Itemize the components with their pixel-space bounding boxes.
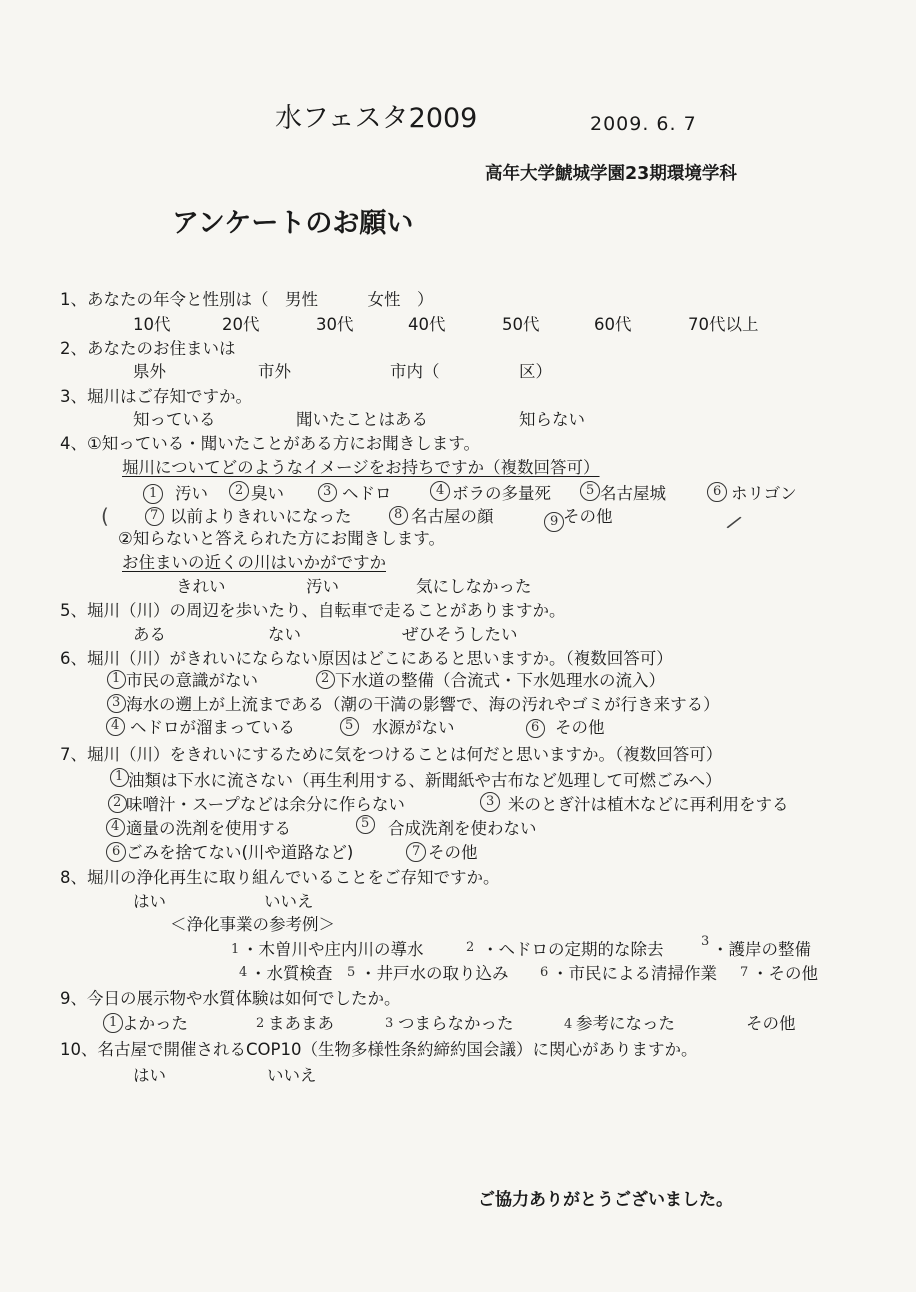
- q4-part2: ②知らないと答えられた方にお聞きします。: [118, 529, 445, 548]
- handwritten-number: 1: [112, 671, 121, 686]
- q8-example: ・その他: [752, 964, 818, 983]
- q6-option[interactable]: 水源がない: [372, 718, 455, 737]
- q6-option[interactable]: 下水道の整備（合流式・下水処理水の流入）: [335, 671, 665, 690]
- q7-option[interactable]: その他: [428, 843, 478, 862]
- handwritten-number: 1: [149, 486, 158, 501]
- q4-image-option[interactable]: 名古屋の顔: [411, 507, 494, 526]
- q3-option[interactable]: 聞いたことはある: [296, 410, 428, 429]
- handwritten-number: 2: [256, 1016, 265, 1031]
- organization-name: 高年大学鯱城学園23期環境学科: [485, 164, 737, 184]
- q4-image-option[interactable]: 以前よりきれいになった: [170, 507, 352, 526]
- q4-image-option[interactable]: ボラの多量死: [452, 484, 551, 503]
- handwritten-number: 3: [385, 1016, 394, 1031]
- q5-option[interactable]: ある: [133, 625, 166, 644]
- q8-text: 8、堀川の浄化再生に取り組んでいることをご存知ですか。: [60, 868, 500, 887]
- q8-example: ・ヘドロの定期的な除去: [482, 940, 664, 959]
- q6-text: 6、堀川（川）がきれいにならない原因はどこにあると思いますか。（複数回答可）: [60, 649, 673, 668]
- handwritten-number: 2: [235, 483, 244, 498]
- q2-option: 区）: [519, 362, 552, 381]
- q7-option[interactable]: ごみを捨てない(川や道路など): [126, 843, 354, 862]
- q6-option[interactable]: ヘドロが溜まっている: [130, 718, 295, 737]
- q8-example: ・木曽川や庄内川の導水: [242, 940, 424, 959]
- handwritten-number: 5: [361, 816, 370, 831]
- q4-sub2: お住まいの近くの川はいかがですか: [122, 553, 386, 572]
- handwritten-number: 4: [111, 819, 120, 834]
- q4-sub1: 堀川についてどのようなイメージをお持ちですか（複数回答可）: [122, 458, 600, 477]
- handwritten-number: 6: [112, 844, 121, 859]
- q2-option[interactable]: 県外: [133, 362, 166, 381]
- q7-option[interactable]: 適量の洗剤を使用する: [126, 819, 291, 838]
- q4-image-option[interactable]: ヘドロ: [342, 484, 392, 503]
- q10-text: 10、名古屋で開催されるCOP10（生物多様性条約締約国会議）に関心がありますか。: [60, 1040, 698, 1059]
- handwritten-number: 7: [150, 508, 159, 523]
- q6-option[interactable]: その他: [555, 718, 605, 737]
- q8-example: ・井戸水の取り込み: [360, 964, 509, 983]
- handwritten-number: 2: [466, 940, 475, 955]
- handwritten-mark: /: [724, 510, 745, 534]
- q9-option[interactable]: まあまあ: [268, 1014, 334, 1033]
- q1-option[interactable]: 10代: [133, 315, 171, 334]
- q9-option[interactable]: つまらなかった: [398, 1014, 514, 1033]
- q6-option[interactable]: 市民の意識がない: [126, 671, 258, 690]
- q2-option[interactable]: 市内（: [390, 362, 440, 381]
- q1-option[interactable]: 30代: [316, 315, 354, 334]
- handwritten-number: 4: [111, 718, 120, 733]
- handwritten-number: 6: [540, 965, 549, 980]
- q3-option[interactable]: 知らない: [519, 410, 585, 429]
- handwritten-number: 8: [394, 507, 403, 522]
- q8-option-yes[interactable]: はい: [133, 892, 166, 911]
- handwritten-number: 9: [550, 514, 559, 529]
- handwritten-number: 4: [564, 1017, 573, 1032]
- handwritten-number: 2: [321, 671, 330, 686]
- q4-image-option[interactable]: ホリゴン: [731, 484, 797, 503]
- q2-option[interactable]: 市外: [258, 362, 291, 381]
- q8-reference-label: ＜浄化事業の参考例＞: [170, 915, 335, 934]
- survey-heading: アンケートのお願い: [172, 208, 414, 239]
- q7-text: 7、堀川（川）をきれいにするために気をつけることは何だと思いますか。（複数回答可）: [60, 745, 723, 764]
- q7-option[interactable]: 油類は下水に流さない（再生利用する、新聞紙や古布など処理して可燃ごみへ）: [128, 771, 722, 790]
- q5-option[interactable]: ぜひそうしたい: [402, 625, 518, 644]
- handwritten-number: 4: [436, 483, 445, 498]
- q4-river-option[interactable]: 汚い: [306, 577, 339, 596]
- q1-option[interactable]: 40代: [408, 315, 446, 334]
- q9-option[interactable]: その他: [746, 1014, 796, 1033]
- q4-river-option[interactable]: きれい: [176, 577, 226, 596]
- handwritten-number: 1: [109, 1015, 118, 1030]
- q7-option[interactable]: 合成洗剤を使わない: [388, 819, 537, 838]
- q7-option[interactable]: 味噌汁・スープなどは余分に作らない: [126, 795, 405, 814]
- q1-option[interactable]: 60代: [594, 315, 632, 334]
- q1-option[interactable]: 50代: [502, 315, 540, 334]
- handwritten-number: 6: [713, 484, 722, 499]
- q5-option[interactable]: ない: [268, 625, 301, 644]
- handwritten-number: 5: [347, 965, 356, 980]
- handwritten-number: 3: [323, 484, 332, 499]
- q4-image-option[interactable]: その他: [563, 507, 613, 526]
- q8-example: ・水質検査: [250, 964, 333, 983]
- q10-option-yes[interactable]: はい: [133, 1066, 166, 1085]
- q5-text: 5、堀川（川）の周辺を歩いたり、自転車で走ることがありますか。: [60, 601, 566, 620]
- q10-option-no[interactable]: いいえ: [267, 1066, 317, 1085]
- q1-option[interactable]: 20代: [222, 315, 260, 334]
- q9-option[interactable]: よかった: [122, 1014, 188, 1033]
- q9-text: 9、今日の展示物や水質体験は如何でしたか。: [60, 989, 401, 1008]
- handwritten-number: 5: [345, 718, 354, 733]
- handwritten-number: 3: [701, 934, 710, 949]
- q9-option[interactable]: 参考になった: [576, 1014, 675, 1033]
- document-date: 2009. 6. 7: [590, 113, 697, 135]
- q1-text: 1、あなたの年令と性別は（ 男性 女性 ）: [60, 290, 434, 309]
- handwritten-mark: (: [101, 504, 109, 528]
- document-title: 水フェスタ2009: [275, 103, 478, 134]
- q8-example: ・護岸の整備: [712, 940, 811, 959]
- handwritten-number: 5: [586, 483, 595, 498]
- handwritten-number: 1: [115, 769, 124, 784]
- q3-text: 3、堀川はご存知ですか。: [60, 387, 252, 406]
- q4-image-option[interactable]: 名古屋城: [600, 484, 666, 503]
- handwritten-number: 6: [531, 720, 540, 735]
- handwritten-number: 3: [486, 794, 495, 809]
- q4-text: 4、①知っている・聞いたことがある方にお聞きします。: [60, 434, 480, 453]
- handwritten-number: 2: [113, 795, 122, 810]
- handwritten-number: 4: [239, 965, 248, 980]
- q6-option[interactable]: 海水の遡上が上流まである（潮の干満の影響で、海の汚れやゴミが行き来する）: [126, 695, 720, 714]
- q4-river-option[interactable]: 気にしなかった: [416, 577, 532, 596]
- q8-option-no[interactable]: いいえ: [264, 892, 314, 911]
- handwritten-number: 1: [231, 942, 240, 957]
- q4-image-option[interactable]: 臭い: [251, 484, 284, 503]
- handwritten-number: 7: [740, 965, 749, 980]
- q2-text: 2、あなたのお住まいは: [60, 339, 236, 358]
- q8-example: ・市民による清掃作業: [552, 964, 717, 983]
- thank-you-message: ご協力ありがとうございました。: [478, 1190, 733, 1210]
- q4-image-option[interactable]: 汚い: [175, 484, 208, 503]
- q1-option[interactable]: 70代以上: [688, 315, 759, 334]
- handwritten-number: 3: [112, 695, 121, 710]
- q3-option[interactable]: 知っている: [133, 410, 216, 429]
- q7-option[interactable]: 米のとぎ汁は植木などに再利用をする: [508, 795, 789, 814]
- handwritten-number: 7: [412, 844, 421, 859]
